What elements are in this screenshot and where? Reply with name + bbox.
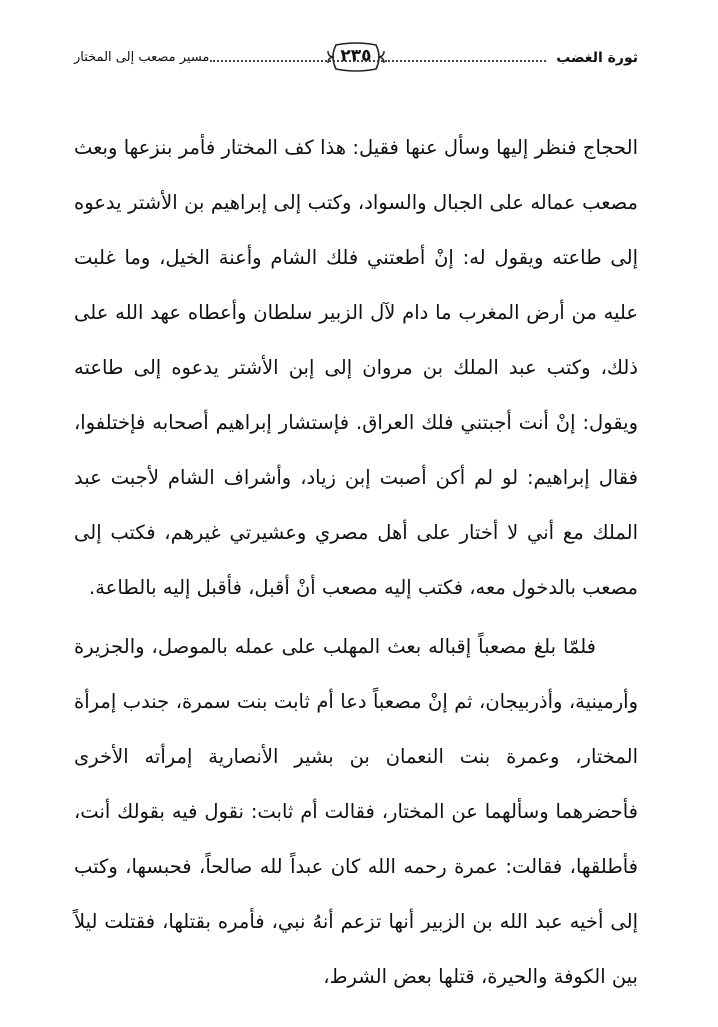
header-dotted-rule-right [392, 60, 546, 62]
body-text [74, 120, 638, 1004]
header-dotted-rule-left [210, 60, 390, 62]
chapter-title: مسير مصعب إلى المختار [74, 50, 210, 65]
page-number-badge [324, 40, 388, 74]
page-header [74, 40, 638, 76]
paragraph-2: فلمّا بلغ مصعباً إقباله بعث المهلب على عمله بالموصل، والجزيرة وأرمينية، وأذربيجان، ثم إنْ مصعباً دعا أم ثابت بنت سمرة، جندب إمرأة المختار، وعمرة بنت النعمان بن بشير الأنصارية إمرأته الأخرى فأحضرهما وسألهما عن المختار، فقالت أم ثابت: نقول فيه بقولك أنت، فأطلقها، فقالت: عمرة رحمه الله كان عبداً لله صالحاً، فحبسها، وكتب إلى أخيه عبد الله بن الزبير أنها تزعم أنهُ نبي، فأمره بقتلها، فقتلت ليلاً بين الكوفة والحيرة، قتلها بعض الشرط، [74, 635, 638, 988]
paragraph-1: الحجاج فنظر إليها وسأل عنها فقيل: هذا كف المختار فأمر بنزعها وبعث مصعب عماله على الجبال والسواد، وكتب إلى إبراهيم بن الأشتر يدعوه إلى طاعته ويقول له: إنْ أطعتني فلك الشام وأعنة الخيل، وما غلبت عليه من أرض المغرب ما دام لآل الزبير سلطان وأعطاه عهد الله على ذلك، وكتب عبد الملك بن مروان إلى إبن الأشتر يدعوه إلى طاعته ويقول: إنْ أنت أجبتني فلك العراق. فإستشار إبراهيم أصحابه فإختلفوا، فقال إبراهيم: لو لم أكن أصبت إبن زياد، وأشراف الشام لأجبت عبد الملك مع أني لا أختار على أهل مصري وعشيرتي غيرهم، فكتب إلى مصعب بالدخول معه، فكتب إليه مصعب أنْ أقبل، فأقبل إليه بالطاعة. [74, 136, 638, 599]
page-number: ٢٣٥ [340, 46, 372, 66]
book-title: ثورة الغضب [556, 50, 638, 66]
